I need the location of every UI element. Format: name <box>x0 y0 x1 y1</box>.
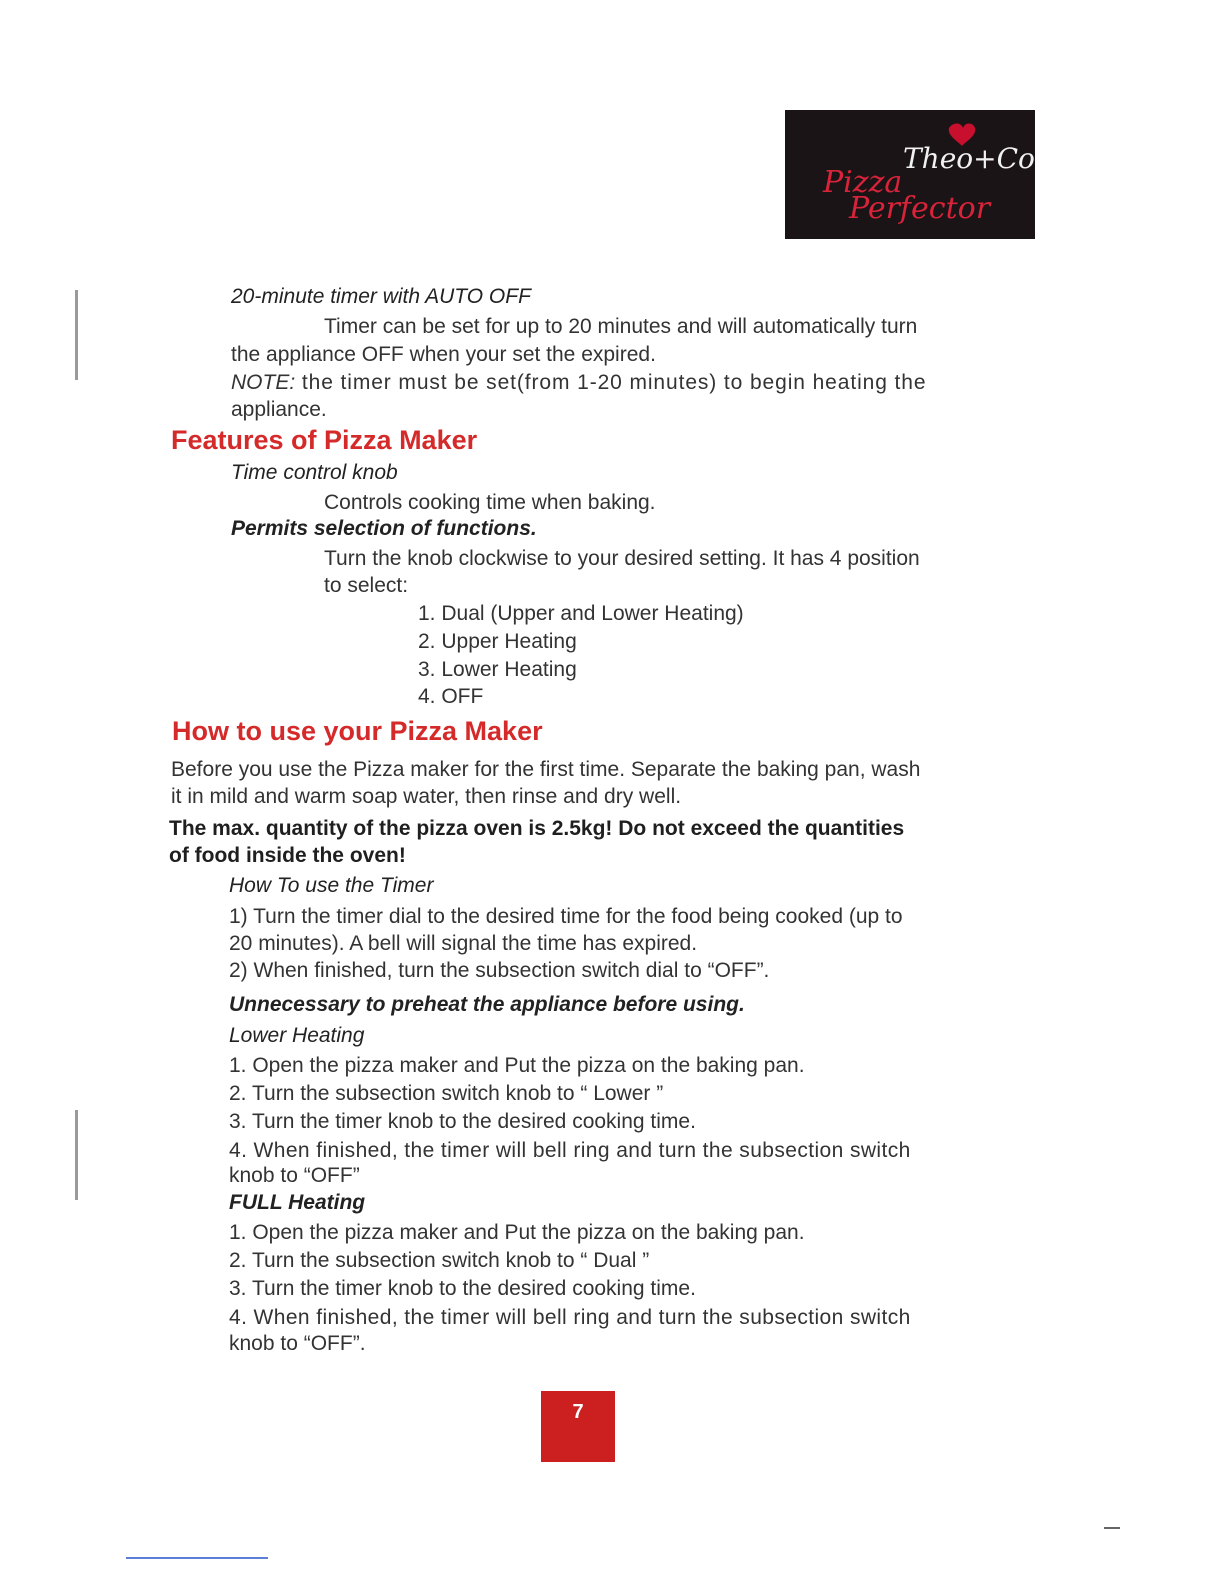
timer-line2: the appliance OFF when your set the expired. <box>231 343 656 366</box>
option-2: 2. Upper Heating <box>418 630 577 653</box>
warning-line2: of food inside the oven! <box>169 844 406 867</box>
warning-line1: The max. quantity of the pizza oven is 2.5kg! Do not exceed the quantities <box>169 817 905 840</box>
time-control-heading: Time control knob <box>231 461 398 484</box>
permits-heading: Permits selection of functions. <box>231 517 537 540</box>
lower-heating-heading: Lower Heating <box>229 1024 365 1047</box>
timer-step1-line2: 20 minutes). A bell will signal the time has expired. <box>229 932 698 955</box>
full-step-2: 2. Turn the subsection switch knob to “ Dual ” <box>229 1249 650 1272</box>
option-4: 4. OFF <box>418 685 484 708</box>
time-control-desc: Controls cooking time when baking. <box>324 491 656 514</box>
intro-line2: it in mild and warm soap water, then rinse and dry well. <box>171 785 682 808</box>
how-to-heading: How to use your Pizza Maker <box>172 716 543 746</box>
lower-step-1: 1. Open the pizza maker and Put the pizza on the baking pan. <box>229 1054 805 1077</box>
full-heating-heading: FULL Heating <box>229 1191 366 1214</box>
timer-heading: 20-minute timer with AUTO OFF <box>231 285 531 308</box>
scan-edge-mark <box>1104 1527 1120 1529</box>
lower-step-2: 2. Turn the subsection switch knob to “ Lower ” <box>229 1082 664 1105</box>
features-heading: Features of Pizza Maker <box>171 425 478 455</box>
brand-logo <box>785 110 1035 239</box>
pizza-perfector-logo-graphic <box>785 110 1035 239</box>
preheat-note: Unnecessary to preheat the appliance before using. <box>229 993 745 1016</box>
permits-line2: to select: <box>324 574 409 597</box>
full-step-4-line2: knob to “OFF”. <box>229 1332 366 1355</box>
scan-edge-line <box>126 1557 268 1559</box>
note-text: the timer must be set(from 1-20 minutes) to begin heating the <box>295 371 927 394</box>
note-label: NOTE: <box>231 371 296 394</box>
page-number-badge: 7 <box>541 1391 615 1462</box>
binding-mark-top <box>75 290 78 380</box>
full-step-3: 3. Turn the timer knob to the desired cooking time. <box>229 1277 696 1300</box>
full-step-4-line1: 4. When finished, the timer will bell ring and turn the subsection switch <box>229 1306 911 1329</box>
lower-step-3: 3. Turn the timer knob to the desired cooking time. <box>229 1110 696 1133</box>
lower-step-4-line1: 4. When finished, the timer will bell ring and turn the subsection switch <box>229 1139 911 1162</box>
option-3: 3. Lower Heating <box>418 658 577 681</box>
option-1: 1. Dual (Upper and Lower Heating) <box>418 602 744 625</box>
timer-use-heading: How To use the Timer <box>229 874 434 897</box>
timer-step2: 2) When finished, turn the subsection switch dial to “OFF”. <box>229 959 770 982</box>
logo-brand-top: Theo+Co <box>903 142 1035 175</box>
timer-note <box>231 369 969 396</box>
lower-step-4-line2: knob to “OFF” <box>229 1164 360 1187</box>
logo-brand-line1: Pizza <box>823 165 903 200</box>
full-step-1: 1. Open the pizza maker and Put the pizza on the baking pan. <box>229 1221 805 1244</box>
timer-step1-line1: 1) Turn the timer dial to the desired time for the food being cooked (up to <box>229 905 903 928</box>
timer-note-line2: appliance. <box>231 398 327 421</box>
intro-line1: Before you use the Pizza maker for the first time. Separate the baking pan, wash <box>171 758 921 781</box>
permits-line1: Turn the knob clockwise to your desired setting. It has 4 position <box>324 547 920 570</box>
timer-line1: Timer can be set for up to 20 minutes and will automatically turn <box>324 315 918 338</box>
logo-brand-line2: Perfector <box>849 191 991 226</box>
binding-mark-bottom <box>75 1110 78 1200</box>
